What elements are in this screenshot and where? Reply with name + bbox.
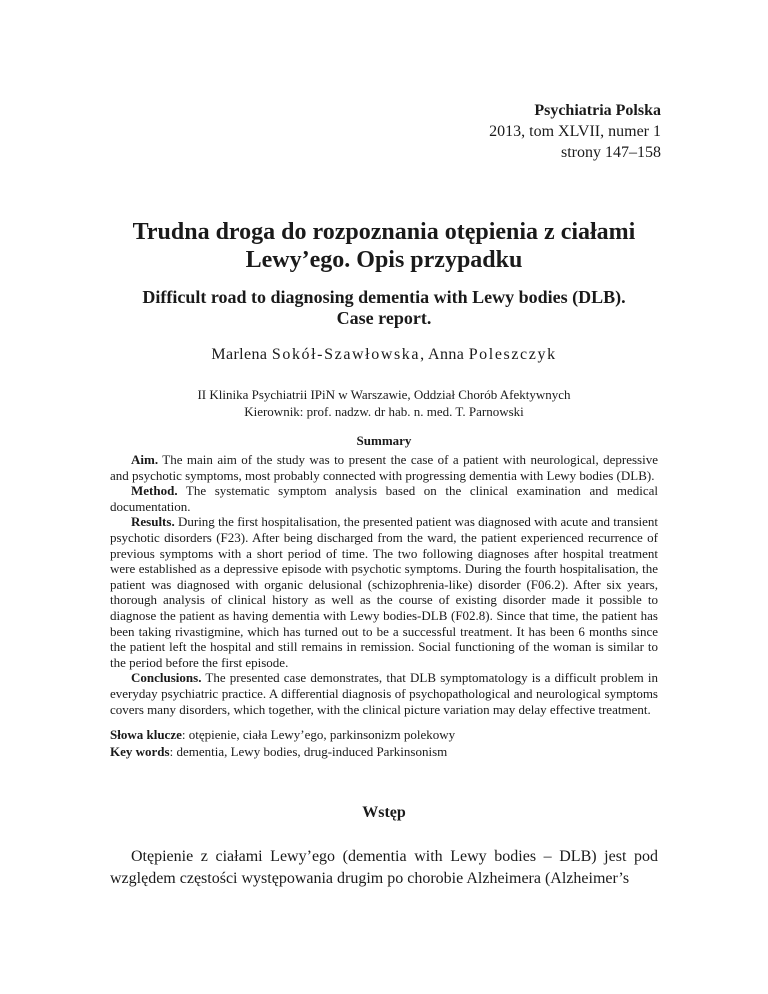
body-paragraph: Otępienie z ciałami Lewy’ego (dementia with Lewy bodies – DLB) jest pod względem częstości występowania drugim po chorobie Alzheimera (Alzheimer’s xyxy=(110,848,658,887)
conclusions-label: Conclusions. xyxy=(131,670,202,686)
journal-pages: strony 147–158 xyxy=(561,144,661,161)
keywords-polish-text: : otępienie, ciała Lewy’ego, parkinsonizm polekowy xyxy=(181,727,456,742)
title-polish-line1: Trudna droga do rozpoznania otępienia z ciałami xyxy=(132,219,636,245)
author2-family: Poleszczyk xyxy=(468,346,557,363)
summary-results xyxy=(110,514,658,670)
method-label: Method. xyxy=(131,483,178,499)
title-english xyxy=(0,287,768,329)
section-heading: Wstęp xyxy=(362,804,406,821)
title-polish xyxy=(0,218,768,274)
results-text: During the first hospitalisation, the presented patient was diagnosed with acute and transient psychotic disorders (F23). After being discharged from the ward, the patient experienced recurrence of previous symptoms with a short period of time. The two following diagnoses after hospital treatment were established as a depressive episode with psychotic symptoms. During the fourth hospitalisation, the patient was diagnosed with organic delusional (schizophrenia-like) disorder (F06.2). After six years, thorough analysis of clinical history as well as the course of existing disorder made it possible to diagnose the patient as having dementia with Lewy bodies-DLB (F02.8). Since that time, the patient has been taking rivastigmine, which has turned out to be a successful treatment. It has been 6 months since the patient left the hospital and still remains in remission. Social functioning of the woman is similar to the period before the first episode. xyxy=(110,514,658,670)
conclusions-text: The presented case demonstrates, that DLB symptomatology is a difficult problem in everyday psychiatric practice. A differential diagnosis of psychopathological and neurological symptoms covers many disorders, which together, with the clinical picture variation may delay effective treatment. xyxy=(110,670,658,717)
author2-given: Anna xyxy=(428,346,469,363)
summary-method xyxy=(110,483,658,514)
author-separator: , xyxy=(420,346,429,363)
summary-body xyxy=(110,452,658,717)
journal-volume: 2013, tom XLVII, numer 1 xyxy=(489,123,661,140)
keywords xyxy=(110,727,658,760)
journal-info xyxy=(489,100,661,163)
affiliation-line1: II Klinika Psychiatrii IPiN w Warszawie, Oddział Chorób Afektywnych xyxy=(197,387,571,402)
title-polish-line2: Lewy’ego. Opis przypadku xyxy=(245,247,523,273)
method-text: The systematic symptom analysis based on the clinical examination and medical documentation. xyxy=(110,483,658,514)
authors xyxy=(0,346,768,364)
summary-aim xyxy=(110,452,658,483)
title-english-line2: Case report. xyxy=(336,308,432,328)
journal-name: Psychiatria Polska xyxy=(534,102,661,119)
keywords-english-label: Key words xyxy=(110,743,170,759)
keywords-english-text: : dementia, Lewy bodies, drug-induced Parkinsonism xyxy=(169,743,448,759)
affiliation xyxy=(0,386,768,420)
keywords-english xyxy=(110,744,658,761)
author1-given: Marlena xyxy=(211,346,272,363)
summary-heading: Summary xyxy=(356,433,412,448)
author1-family: Sokół-Szawłowska xyxy=(271,346,421,363)
aim-text: The main aim of the study was to present the case of a patient with neurological, depressive and psychotic symptoms, most probably connected with progressing dementia with Lewy bodies (DLB). xyxy=(110,452,658,483)
title-english-line1: Difficult road to diagnosing dementia with Lewy bodies (DLB). xyxy=(142,287,626,307)
aim-label: Aim. xyxy=(131,452,159,467)
body-text xyxy=(110,846,658,890)
keywords-polish-label: Słowa klucze xyxy=(110,727,182,742)
results-label: Results. xyxy=(131,514,175,530)
summary-conclusions xyxy=(110,670,658,717)
keywords-polish xyxy=(110,727,658,744)
affiliation-line2: Kierownik: prof. nadzw. dr hab. n. med. T. Parnowski xyxy=(244,404,524,419)
